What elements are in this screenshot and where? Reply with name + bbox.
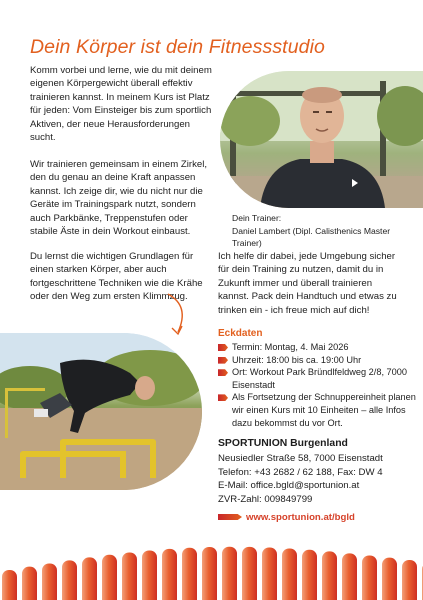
decorative-stripe [322,551,337,600]
decorative-stripe [242,547,257,600]
decorative-stripe [42,563,57,600]
decorative-stripe [162,549,177,600]
eckdaten-heading: Eckdaten [218,328,263,339]
decorative-stripe [22,567,37,600]
decorative-stripe [2,570,17,600]
trainer-photo [220,71,423,208]
decorative-stripe [402,560,417,600]
organization-email[interactable]: E-Mail: office.bgld@sportunion.at [218,480,360,492]
eckdaten-item-course [218,391,418,429]
eckdaten-item-date [218,341,418,354]
decorative-stripe-band [0,525,423,600]
curved-arrow-icon [160,292,192,338]
arrow-bullet-icon [218,344,228,351]
trainer-label: Dein Trainer: [232,213,282,223]
arrow-bullet-icon [218,394,228,401]
techniques-paragraph: Du lernst die wichtigen Grundlagen für einen starken Körper, aber auch fortgeschrittene Techniken wie die Krähe oder den Weg zum ersten Klimmzug. [30,251,203,303]
organization-zvr: ZVR-Zahl: 009849799 [218,493,313,505]
trainer-caption [232,212,417,250]
intro-paragraph: Komm vorbei und lerne, wie du mit deinem eigenen Körpergewicht überall effektiv trainieren kannst. In meinem Kurs ist Platz für jeden: Vom Einsteiger bis zum sportlich Aktiven, der neue Herausforderungen sucht. [30,65,212,144]
decorative-stripe [102,555,117,600]
workout-photo [0,333,202,490]
eckdaten-item-text: Uhrzeit: 18:00 bis ca. 19:00 Uhr [232,354,362,365]
decorative-stripe [302,550,317,600]
decorative-stripe [282,548,297,600]
eckdaten-item-text: Als Fortsetzung der Schnuppereinheit planen wir einen Kurs mit 10 Einheiten – alle Infos dazu bekommst du vor Ort. [232,392,416,428]
arrow-bar-icon [218,514,242,520]
arrow-bullet-icon [218,357,228,364]
decorative-stripe [342,553,357,600]
decorative-stripe [382,558,397,600]
eckdaten-item-time [218,354,418,367]
eckdaten-item-text: Ort: Workout Park Bründlfeldweg 2/8, 7000 Eisenstadt [232,367,407,390]
contact-block [218,452,418,506]
trainer-name: Daniel Lambert (Dipl. Calisthenics Master Trainer) [232,225,391,249]
workout-photo-illustration [0,333,202,490]
organization-name: SPORTUNION Burgenland [218,438,348,449]
eckdaten-list [218,341,418,429]
decorative-stripe [222,547,237,600]
organization-address: Neusiedler Straße 58, 7000 Eisenstadt [218,453,383,464]
decorative-stripe [62,560,77,600]
decorative-stripe [202,547,217,600]
trainer-photo-illustration [220,71,423,208]
decorative-stripe [142,550,157,600]
eckdaten-item-location [218,366,418,391]
decorative-stripe [122,552,137,600]
decorative-stripe [362,555,377,600]
page-title: Dein Körper ist dein Fitnessstudio [30,36,325,58]
website-link[interactable]: www.sportunion.at/bgld [246,511,355,523]
organization-phone: Telefon: +43 2682 / 62 188, Fax: DW 4 [218,466,383,478]
eckdaten-item-text: Termin: Montag, 4. Mai 2026 [232,342,349,352]
decorative-stripe [82,557,97,600]
decorative-stripe [262,547,277,600]
arrow-bullet-icon [218,369,228,376]
training-paragraph: Wir trainieren gemeinsam in einem Zirkel, den du genau an deine Kraft anpassen kannst. Ich zeige dir, wie du nicht nur die Geräte im Trainingspark nutzt, sondern auch Parkbänke, Treppenstufen oder stabile Äste in dein Workout einbaust. [30,159,208,238]
invitation-paragraph: Ich helfe dir dabei, jede Umgebung sicher für dein Training zu nutzen, damit du in Zukunft immer und überall trainieren kannst. Pack dein Handtuch und etwas zu trinken ein - ich freue mich auf dich! [218,251,397,316]
decorative-stripe [182,548,197,600]
website-line [218,510,355,524]
